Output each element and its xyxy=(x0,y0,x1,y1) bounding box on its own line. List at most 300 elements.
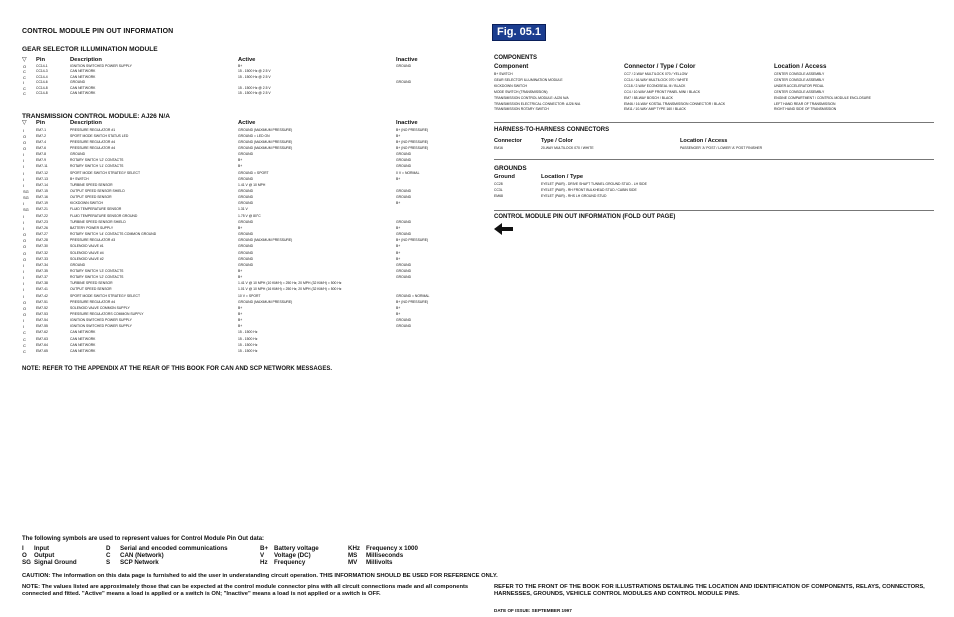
pin-type: I xyxy=(23,170,25,176)
pin-id: EM7-2 xyxy=(36,133,46,138)
pin-inactive: B+ xyxy=(396,312,401,316)
column-header: Pin xyxy=(36,57,46,63)
table-row xyxy=(0,134,470,139)
pin-id: EM7-28 xyxy=(36,238,48,243)
pin-active: 15 - 1500 Hz xyxy=(238,348,258,353)
pin-description: OUTPUT SPEED SENSOR xyxy=(70,287,112,292)
column-header: Ground xyxy=(494,174,515,180)
pin-active: GROUND xyxy=(238,195,254,200)
can-note: NOTE: REFER TO THE APPENDIX AT THE REAR OF THIS BOOK FOR CAN AND SCP NETWORK MESSAGES. xyxy=(22,366,333,372)
pin-type: I xyxy=(23,287,25,293)
table-cell: EYELET (PAIR) - RHS LH GROUND STUD xyxy=(541,193,607,198)
pin-description: PRESSURE REGULATORS COMMON SUPPLY xyxy=(70,312,144,316)
table-row xyxy=(0,201,470,206)
pin-type: O xyxy=(23,244,27,250)
pin-type: C xyxy=(23,91,26,96)
pin-type: SG xyxy=(23,195,29,201)
pin-description: CAN NETWORK xyxy=(70,348,96,353)
pin-description: GROUND xyxy=(70,262,86,267)
divider xyxy=(494,159,934,160)
pin-inactive: B+ xyxy=(396,225,401,230)
pin-inactive: B+ xyxy=(396,256,401,261)
pin-type: O xyxy=(23,133,27,139)
table-row xyxy=(0,257,470,262)
pin-inactive: B+ xyxy=(396,250,401,255)
column-header: Location / Access xyxy=(680,138,728,144)
symbol-meaning: Milliseconds xyxy=(366,552,404,560)
pin-active: GROUND (MAXIMUM PRESSURE) xyxy=(238,145,293,150)
tcm-section-title: TRANSMISSION CONTROL MODULE: AJ26 N/A xyxy=(22,113,171,120)
pin-type: O xyxy=(23,312,27,317)
table-cell: CENTER CONSOLE ASSEMBLY xyxy=(774,72,825,76)
pin-id: EM7-38 xyxy=(36,281,48,286)
pin-inactive: B+ xyxy=(396,133,401,138)
pin-description: SOLENOID VALVE #1 xyxy=(70,244,104,249)
pin-inactive: GROUND xyxy=(396,318,412,323)
pin-inactive: B+ xyxy=(396,305,401,310)
pin-type: I xyxy=(23,225,25,231)
symbol-meaning: Signal Ground xyxy=(34,559,77,567)
pin-description: CAN NETWORK xyxy=(70,91,96,95)
pin-id: EM7-62 xyxy=(36,330,48,335)
pin-id: CC14-1 xyxy=(36,64,48,68)
table-cell: PASSENGER 'A' POST / LOWER 'A' POST FINISHER xyxy=(680,146,763,150)
table-row xyxy=(0,343,470,348)
pin-type: O xyxy=(23,250,27,256)
table-cell: KICKDOWN SWITCH xyxy=(494,83,527,88)
table-cell: CC28 xyxy=(494,182,503,186)
symbol-meaning: Frequency x 1000 xyxy=(366,545,418,552)
pin-active: GROUND xyxy=(238,219,254,224)
pin-active: GROUND xyxy=(238,256,254,261)
pin-description: B+ SWITCH xyxy=(70,176,89,181)
pin-active: 15 - 1500 Hz @ 2.5 V xyxy=(238,69,271,74)
pin-inactive: B+ (NO PRESSURE) xyxy=(396,127,429,132)
table-row xyxy=(0,171,470,176)
page-title: CONTROL MODULE PIN OUT INFORMATION xyxy=(22,28,174,35)
pin-active: 1.41 V @ 10 MPH xyxy=(238,182,266,187)
pin-active: 15 - 1500 Hz @ 2.5 V xyxy=(238,91,271,95)
pin-active: B+ xyxy=(238,64,243,68)
pin-id: EM7-26 xyxy=(36,225,48,230)
pin-description: SPORT MODE SWITCH STATUS LED xyxy=(70,133,129,138)
table-row xyxy=(0,158,470,163)
pin-active: GROUND = LED ON xyxy=(238,133,270,138)
pin-type: O xyxy=(23,64,27,69)
fold-out-title: CONTROL MODULE PIN OUT INFORMATION (FOLD OUT PAGE) xyxy=(494,214,676,220)
pin-description: SOLENOID VALVE COMMON SUPPLY xyxy=(70,305,130,310)
pin-id: EM7-52 xyxy=(36,305,48,310)
pin-description: OUTPUT SPEED SENSOR xyxy=(70,195,112,200)
pin-inactive: GROUND xyxy=(396,164,412,169)
pin-id: EM7-42 xyxy=(36,293,48,298)
pin-inactive: GROUND xyxy=(396,219,412,224)
table-row xyxy=(0,107,954,112)
pin-active: B+ xyxy=(238,268,243,273)
pin-description: CAN NETWORK xyxy=(70,74,96,79)
date-of-issue: DATE OF ISSUE: SEPTEMBER 1997 xyxy=(494,608,572,613)
table-cell: EM11 / 10-WAY AMP TYPE 160 / BLACK xyxy=(624,107,686,112)
column-header: Description xyxy=(70,57,102,63)
pin-active: 15 - 1500 Hz @ 2.5 V xyxy=(238,85,271,90)
pin-description: TURBINE SPEED SENSOR SHIELD xyxy=(70,219,126,224)
pin-active: B+ xyxy=(238,164,243,169)
column-header: Inactive xyxy=(396,120,418,126)
symbol-code: O xyxy=(22,552,27,560)
pin-id: EM7-6 xyxy=(36,145,46,150)
pin-active: GROUND (MAXIMUM PRESSURE) xyxy=(238,299,293,304)
pin-description: SPORT MODE SWITCH STRATEGY SELECT xyxy=(70,293,141,298)
column-header: Location / Access xyxy=(774,63,827,70)
pin-active: GROUND xyxy=(238,232,254,237)
pin-type: C xyxy=(23,69,26,75)
table-row xyxy=(0,84,954,89)
table-cell: EM68 xyxy=(494,193,503,198)
table-cell: CENTER CONSOLE ASSEMBLY xyxy=(774,89,825,94)
table-cell: TRANSMISSION ROTARY SWITCH xyxy=(494,107,549,112)
pin-type: O xyxy=(23,299,27,305)
pin-type: O xyxy=(23,256,27,262)
pin-type: I xyxy=(23,201,25,207)
pin-active: B+ xyxy=(238,324,243,329)
pin-type: I xyxy=(23,127,25,133)
pin-active: GROUND xyxy=(238,262,254,267)
table-row xyxy=(0,251,470,256)
pin-inactive: GROUND xyxy=(396,268,412,273)
symbol-meaning: SCP Network xyxy=(120,559,159,567)
pin-id: EM7-55 xyxy=(36,324,48,329)
table-row xyxy=(0,281,470,286)
symbol-code: Hz xyxy=(260,559,268,567)
refer-note: REFER TO THE FRONT OF THE BOOK FOR ILLUSTRATIONS DETAILING THE LOCATION AND IDENTIFICATION OF COMPONENTS, RELAYS, CONNECTORS, HARNESSES, GROUNDS, VEHICLE CONTROL MODULES AND CONTROL MODULE PINS. xyxy=(494,584,925,597)
pin-id: EM7-19 xyxy=(36,201,48,206)
pin-active: 15 - 1500 Hz xyxy=(238,342,258,347)
pin-id: CC14-3 xyxy=(36,69,48,74)
pin-type: O xyxy=(23,238,27,244)
table-row xyxy=(0,214,470,219)
pin-triangle-icon: ▽ xyxy=(22,57,27,63)
pin-active: GROUND xyxy=(238,189,254,193)
pin-type: O xyxy=(23,232,27,238)
symbol-meaning: CAN (Network) xyxy=(120,552,164,560)
column-header: Description xyxy=(70,120,102,126)
pin-type: I xyxy=(23,182,25,188)
pin-type: I xyxy=(23,213,25,219)
pin-description: SOLENOID VALVE #4 xyxy=(70,250,104,255)
pin-description: KICKDOWN SWITCH xyxy=(70,201,103,206)
table-cell: 20-WAY MULTILOCK 070 / WHITE xyxy=(541,146,594,150)
symbol-code: B+ xyxy=(260,545,269,552)
pin-active: B+ xyxy=(238,312,243,316)
pin-description: PRESSURE REGULATOR #3 xyxy=(70,238,116,243)
symbol-meaning: Output xyxy=(34,552,55,560)
pin-inactive: 0 V = NORMAL xyxy=(396,170,420,175)
components-title: COMPONENTS xyxy=(494,55,538,61)
pin-description: CAN NETWORK xyxy=(70,330,96,335)
table-row xyxy=(0,164,470,169)
pin-id: EM7-65 xyxy=(36,348,48,353)
pin-active: B+ xyxy=(238,225,243,230)
pin-active: GROUND (MAXIMUM PRESSURE) xyxy=(238,139,293,144)
pin-id: EM7-16 xyxy=(36,195,48,200)
table-row xyxy=(0,102,954,107)
table-row xyxy=(0,318,470,323)
pin-id: EM7-23 xyxy=(36,219,48,224)
pin-id: EM7-4 xyxy=(36,139,46,144)
table-row xyxy=(0,300,470,305)
table-row xyxy=(0,275,470,280)
pin-id: EM7-30 xyxy=(36,244,48,249)
table-row xyxy=(0,220,470,225)
symbol-meaning: Battery voltage xyxy=(274,545,319,552)
pin-id: EM7-34 xyxy=(36,262,48,267)
pin-active: GROUND xyxy=(238,244,254,249)
pin-id: EM7-54 xyxy=(36,318,48,323)
pin-id: EM7-37 xyxy=(36,275,48,280)
pin-description: BATTERY POWER SUPPLY xyxy=(70,225,114,230)
table-row xyxy=(0,140,470,145)
symbol-code: V xyxy=(260,552,265,560)
pin-type: I xyxy=(23,275,25,281)
table-row xyxy=(0,128,470,133)
table-row xyxy=(0,146,954,151)
pin-type: I xyxy=(23,324,25,330)
pin-id: CC14-4 xyxy=(36,74,48,79)
pin-id: EM7-53 xyxy=(36,312,48,316)
symbols-intro: The following symbols are used to represent values for Control Module Pin Out data: xyxy=(22,536,265,542)
pin-inactive: GROUND xyxy=(396,262,412,267)
pin-description: SOLENOID VALVE #2 xyxy=(70,256,104,261)
pin-id: EM7-27 xyxy=(36,232,48,237)
pin-description: PRESSURE REGULATOR #4 xyxy=(70,145,116,150)
column-header: Type / Color xyxy=(541,138,573,144)
table-cell: MODE SWITCH (TRANSMISSION) xyxy=(494,89,548,94)
pin-description: GROUND xyxy=(70,152,86,157)
pin-active: 15 - 1500 Hz @ 2.5 V xyxy=(238,74,271,79)
pin-description: CAN NETWORK xyxy=(70,85,96,90)
table-row xyxy=(0,152,470,157)
pin-description: ROTARY SWITCH 'L1' CONTACTS xyxy=(70,164,124,169)
pin-id: EM7-22 xyxy=(36,213,48,218)
pin-type: C xyxy=(23,85,26,91)
divider xyxy=(494,122,934,123)
pin-inactive: GROUND xyxy=(396,64,412,68)
pin-inactive: B+ (NO PRESSURE) xyxy=(396,299,429,304)
pin-type: C xyxy=(23,348,26,354)
pin-inactive: GROUND xyxy=(396,195,412,200)
pin-inactive: GROUND xyxy=(396,324,412,329)
pin-description: FLUID TEMPERATURE SENSOR xyxy=(70,207,122,212)
table-row xyxy=(0,226,470,231)
table-cell: GEAR SELECTOR ILLUMINATION MODULE xyxy=(494,77,563,82)
pin-id: EM7-35 xyxy=(36,268,48,273)
pin-description: IGNITION SWITCHED POWER SUPPLY xyxy=(70,64,132,68)
pin-inactive: B+ (NO PRESSURE) xyxy=(396,139,429,144)
pin-id: EM7-9 xyxy=(36,158,46,163)
pin-inactive: B+ xyxy=(396,244,401,249)
pin-id: EM7-14 xyxy=(36,182,48,187)
table-cell: UNDER ACCELERATOR PEDAL xyxy=(774,83,824,88)
pin-id: EM7-12 xyxy=(36,170,48,175)
symbol-meaning: Voltage (DC) xyxy=(274,552,311,560)
arrow-left-icon xyxy=(494,222,514,236)
pin-active: 10 V = SPORT xyxy=(238,293,261,298)
table-cell: EYELET (PAIR) - DRIVE SHAFT TUNNEL GROUND STUD - LH SIDE xyxy=(541,182,647,186)
table-row xyxy=(0,349,470,354)
column-header: Active xyxy=(238,120,256,126)
symbol-code: D xyxy=(106,545,111,552)
column-header: Inactive xyxy=(396,57,418,63)
column-header: Pin xyxy=(36,120,46,126)
pin-type: I xyxy=(23,219,25,225)
pin-id: EM7-33 xyxy=(36,256,48,261)
pin-id: CC14-6 xyxy=(36,80,48,85)
gear-section-title: GEAR SELECTOR ILLUMINATION MODULE xyxy=(22,46,158,53)
pin-id: EM7-41 xyxy=(36,287,48,292)
pin-inactive: B+ xyxy=(396,201,401,206)
pin-active: B+ xyxy=(238,305,243,310)
table-row xyxy=(0,238,470,243)
table-row xyxy=(0,294,470,299)
symbol-meaning: Millivolts xyxy=(366,559,393,567)
pin-id: EM7-13 xyxy=(36,176,48,181)
pin-type: I xyxy=(23,281,25,287)
table-row xyxy=(0,287,470,292)
pin-inactive: GROUND xyxy=(396,232,412,237)
table-row xyxy=(0,330,470,335)
table-cell: ENGINE COMPARTMENT / CONTROL MODULE ENCLOSURE xyxy=(774,95,871,100)
pin-type: SG xyxy=(23,207,29,213)
table-cell: CC18 / 2-WAY ECONOSEAL III / BLACK xyxy=(624,83,686,88)
pin-type: O xyxy=(23,139,27,145)
table-row xyxy=(0,96,954,101)
pin-id: EM7-32 xyxy=(36,250,48,255)
pin-inactive: GROUND = NORMAL xyxy=(396,293,430,298)
symbol-code: MS xyxy=(348,552,358,560)
pin-id: EM7-21 xyxy=(36,207,48,212)
table-row xyxy=(0,72,954,77)
pin-id: EM7-63 xyxy=(36,336,48,341)
table-row xyxy=(0,232,470,237)
pin-active: 15 - 1500 Hz xyxy=(238,336,258,341)
table-row xyxy=(0,90,954,95)
pin-active: 1.41 V @ 10 MPH (10 KM/H) = 250 Hz; 20 MPH (32 KM/H) = 500 Hz xyxy=(238,281,342,286)
symbol-code: MV xyxy=(348,559,358,567)
column-header: Connector xyxy=(494,138,522,144)
pin-description: SPORT MODE SWITCH STRATEGY SELECT xyxy=(70,170,141,175)
symbol-code: C xyxy=(106,552,111,560)
pin-id: CC14-8 xyxy=(36,85,48,90)
pin-inactive: GROUND xyxy=(396,158,412,163)
table-cell: CC7 / 2-WAY MULTILOCK 070 / YELLOW xyxy=(624,72,688,76)
table-cell: B+ SWITCH xyxy=(494,72,513,76)
table-cell: TRANSMISSION CONTROL MODULE: AJ26 N/A xyxy=(494,95,569,100)
values-note: NOTE: The values listed are approximately those that can be expected at the control module connector pins with all circuit connections made and all components connected and fitted. "Active" means a load is applied or a switch is ON; "Inactive" means a load is not applied or a switch is OFF. xyxy=(22,584,469,597)
table-cell: RIGHT HAND SIDE OF TRANSMISSION xyxy=(774,107,837,112)
pin-active: 1.31 V xyxy=(238,207,248,212)
pin-type: SG xyxy=(23,189,29,194)
pin-id: EM7-1 xyxy=(36,127,46,132)
pin-description: ROTARY SWITCH 'L4' CONTACTS COMMON GROUND xyxy=(70,232,157,237)
table-row xyxy=(0,188,954,193)
pin-active: GROUND (MAXIMUM PRESSURE) xyxy=(238,238,293,243)
table-cell: CC14 / 16-WAY MULTILOCK 070 / WHITE xyxy=(624,77,689,82)
pin-triangle-icon: ▽ xyxy=(22,120,27,126)
pin-description: TURBINE SPEED SENSOR xyxy=(70,182,113,187)
symbol-meaning: Frequency xyxy=(274,559,306,567)
pin-id: EM7-11 xyxy=(36,164,48,169)
pin-active: B+ xyxy=(238,275,243,280)
table-cell: EYELET (PAIR) - RH FRONT BULKHEAD STUD / CABIN SIDE xyxy=(541,187,637,192)
pin-type: C xyxy=(23,336,26,342)
symbol-meaning: Input xyxy=(34,545,50,552)
pin-id: CC14-8 xyxy=(36,91,48,95)
pin-type: I xyxy=(23,262,25,268)
pin-type: I xyxy=(23,164,25,170)
column-header: Component xyxy=(494,63,529,70)
pin-description: ROTARY SWITCH 'L2' CONTACTS xyxy=(70,158,124,163)
pin-type: I xyxy=(23,293,25,299)
table-cell: TRANSMISSION ELECTRICAL CONNECTOR: AJ26 N/A xyxy=(494,101,581,106)
column-header: Active xyxy=(238,57,256,63)
table-row xyxy=(0,312,470,317)
table-row xyxy=(0,263,470,268)
pin-type: O xyxy=(23,305,27,311)
pin-description: ROTARY SWITCH 'L3' CONTACTS xyxy=(70,268,124,273)
pin-active: 1.01 V @ 10 MPH (16 KM/H) = 250 Hz; 20 MPH (32 KM/H) = 500 Hz xyxy=(238,287,342,292)
pin-type: I xyxy=(23,80,25,86)
column-header: Location / Type xyxy=(541,174,584,180)
pin-inactive: GROUND xyxy=(396,189,412,193)
pin-type: I xyxy=(23,158,25,164)
pin-description: OUTPUT SPEED SENSOR SHIELD xyxy=(70,189,125,193)
pin-description: CAN NETWORK xyxy=(70,336,96,341)
pin-type: I xyxy=(23,176,25,182)
grounds-title: GROUNDS xyxy=(494,165,527,172)
table-row xyxy=(0,269,470,274)
table-row xyxy=(0,207,470,212)
table-cell: CC4 / 10-WAY AMP FRONT PANEL MINI / BLACK xyxy=(624,89,701,94)
pin-active: GROUND xyxy=(238,250,254,255)
pin-active: 1.75 V @ 80°C xyxy=(238,213,261,218)
symbol-code: SG xyxy=(22,559,31,567)
pin-active: B+ xyxy=(238,158,243,163)
table-cell: CENTER CONSOLE ASSEMBLY xyxy=(774,77,825,82)
pin-id: EM7-8 xyxy=(36,152,46,157)
pin-type: I xyxy=(23,318,25,324)
pin-active: B+ xyxy=(238,318,243,323)
symbol-code: S xyxy=(106,559,111,567)
divider xyxy=(494,210,934,211)
pin-description: CAN NETWORK xyxy=(70,342,96,347)
pin-description: ROTARY SWITCH 'L2' CONTACTS xyxy=(70,275,124,280)
pin-inactive: GROUND xyxy=(396,275,412,280)
column-header: Connector / Type / Color xyxy=(624,63,696,70)
table-row xyxy=(0,194,954,199)
table-cell: LEFT HAND REAR OF TRANSMISSION xyxy=(774,101,836,106)
pin-id: EM7-64 xyxy=(36,342,48,347)
harness-title: HARNESS-TO-HARNESS CONNECTORS xyxy=(494,127,610,133)
symbol-meaning: Serial and encoded communications xyxy=(120,545,228,552)
pin-type: C xyxy=(23,74,26,80)
symbol-code: KHz xyxy=(348,545,361,552)
pin-active: GROUND (MAXIMUM PRESSURE) xyxy=(238,127,293,132)
pin-type: I xyxy=(23,268,25,274)
pin-active: 15 - 1500 Hz xyxy=(238,330,258,335)
pin-active: GROUND = SPORT xyxy=(238,170,269,175)
symbol-code: I xyxy=(22,545,24,552)
pin-inactive: B+ xyxy=(396,176,401,181)
